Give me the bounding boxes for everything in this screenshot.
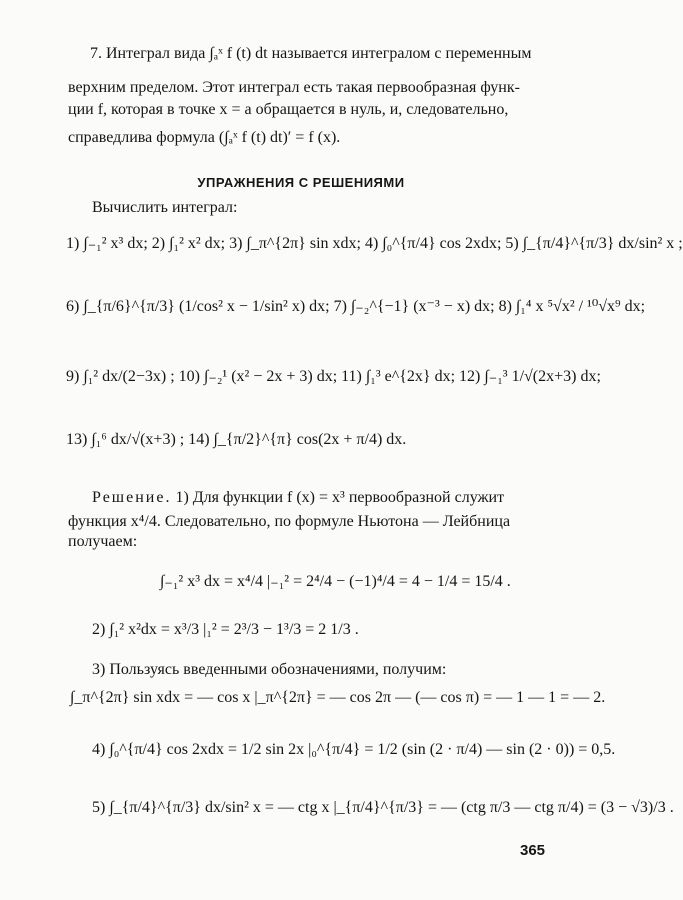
equation-3: ∫_π^{2π} sin xdx = — cos x |_π^{2π} = — cos 2π — (— cos π) = — 1 — 1 = — 2.	[70, 689, 606, 706]
equation-2: 2) ∫₁² x²dx = x³/3 |₁² = 2³/3 − 1³/3 = 2 1/3 .	[92, 621, 359, 638]
page-number: 365	[520, 842, 546, 859]
solution-text-1: 1) Для функции f (x) = x³ первообразной служит	[171, 489, 505, 506]
solution-line-2: функция x⁴/4. Следовательно, по формуле Ньютона — Лейбница	[68, 513, 511, 530]
equation-1: ∫₋₁² x³ dx = x⁴/4 |₋₁² = 2⁴/4 − (−1)⁴/4 = 4 − 1/4 = 15/4 .	[160, 573, 511, 590]
exercise-row-2: 6) ∫_{π/6}^{π/3} (1/cos² x − 1/sin² x) dx; 7) ∫₋₂^{−1} (x⁻³ − x) dx; 8) ∫₁⁴ x ⁵√x² / ¹⁰√x⁹ dx;	[66, 298, 646, 315]
item-7-line-3: ции f, которая в точке x = a обращается в нуль, и, следовательно,	[68, 101, 509, 118]
section-heading: УПРАЖНЕНИЯ С РЕШЕНИЯМИ	[197, 175, 405, 190]
solution-line-4: 3) Пользуясь введенными обозначениями, получим:	[92, 661, 447, 678]
exercise-row-1: 1) ∫₋₁² x³ dx; 2) ∫₁² x² dx; 3) ∫_π^{2π} sin xdx; 4) ∫₀^{π/4} cos 2xdx; 5) ∫_{π/4}^{π/3} dx/sin² x ;	[66, 235, 683, 252]
solution-line-1	[92, 488, 504, 508]
item-7-line-1: 7. Интеграл вида ∫ₐˣ f (t) dt называется интегралом с переменным	[90, 45, 532, 62]
solution-line-3: получаем:	[68, 533, 138, 550]
exercise-row-4: 13) ∫₁⁶ dx/√(x+3) ; 14) ∫_{π/2}^{π} cos(2x + π/4) dx.	[66, 431, 407, 448]
item-7-line-2: верхним пределом. Этот интеграл есть такая первообразная функ-	[68, 79, 520, 96]
item-7-line-4: справедлива формула (∫ₐˣ f (t) dt)′ = f (x).	[68, 129, 341, 146]
exercise-row-3: 9) ∫₁² dx/(2−3x) ; 10) ∫₋₂¹ (x² − 2x + 3) dx; 11) ∫₁³ e^{2x} dx; 12) ∫₋₁³ 1/√(2x+3) dx;	[66, 368, 601, 385]
equation-5: 5) ∫_{π/4}^{π/3} dx/sin² x = — ctg x |_{π/4}^{π/3} = — (ctg π/3 — ctg π/4) = (3 − √3)/3 .	[92, 799, 674, 816]
equation-4: 4) ∫₀^{π/4} cos 2xdx = 1/2 sin 2x |₀^{π/4} = 1/2 (sin (2 · π/4) — sin (2 · 0)) = 0,5.	[92, 741, 616, 758]
task-text: Вычислить интеграл:	[92, 199, 238, 216]
solution-label: Решение.	[92, 489, 172, 506]
